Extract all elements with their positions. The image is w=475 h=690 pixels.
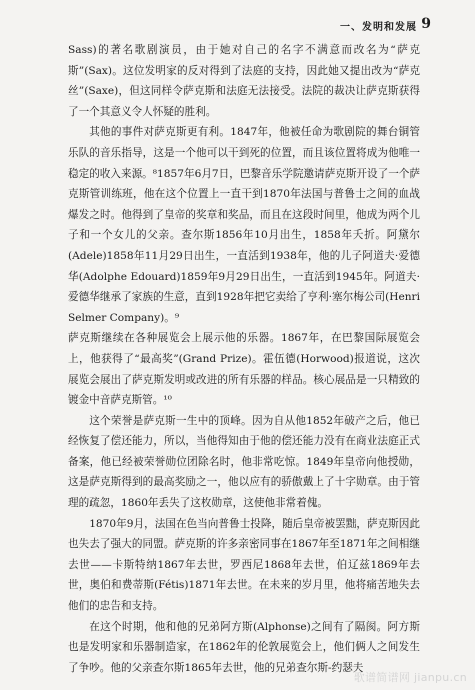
page-number: 9 <box>421 16 431 32</box>
paragraph: 其他的事件对萨克斯更有利。1847年，他被任命为歌剧院的舞台铜管乐队的音乐指导，这是一个他可以干到死的位置，而且该位置将成为他唯一稳定的收入来源。⁸1857年6月7日，巴黎音乐学院邀请萨克斯开设了一个萨克斯管训练班，他在这个位置上一直干到1870年法国与普鲁士之间的血战爆发之时。他得到了皇帝的奖章和奖品，而且在这段时间里，他成为两个儿子和一个女儿的父亲。查尔斯1856年10月出生，1858年夭折。阿黛尔(Adele)1858年11月29日出生，一直活到1938年，他的儿子阿道夫·爱德华(Adolphe Edouard)1859年9月29日出生，一直活到1945年。阿道夫·爱德华继承了家族的生意，直到1928年把它卖给了亨利·塞尔梅公司(Henri Selmer Company)。⁹ <box>68 126 420 324</box>
running-header <box>0 16 475 34</box>
site-watermark: 歌谱简谱网 jianpu.cn <box>353 671 467 684</box>
paragraph: 这个荣誉是萨克斯一生中的顶峰。因为自从他1852年破产之后，他已经恢复了偿还能力，所以，当他得知由于他的偿还能力没有在商业法庭正式备案，他已经被荣誉勋位团除名时，他非常吃惊。1849年皇帝向他授勋，这是萨克斯得到的最高奖励之一，他以应有的骄傲戴上了十字勋章。由于管理的疏忽，1860年丢失了这枚勋章，这使他非常着傀。 <box>68 414 420 510</box>
paragraph: 在这个时期，他和他的兄弟阿方斯(Alphonse)之间有了隔阂。阿方斯也是发明家和乐器制造家，在1862年的伦敦展览会上，他们俩人之间发生了争吵。他的父亲查尔斯1865年去世，他的兄弟查尔斯-约瑟夫 <box>68 620 420 674</box>
paragraph: 1870年9月，法国在色当向普鲁士投降，随后皇帝被罢黜，萨克斯因此也失去了强大的同盟。萨克斯的许多亲密同事在1867年至1871年之间相继去世——卡斯特纳1867年去世，罗西尼1868年去世，伯辽兹1869年去世，奥伯和费蒂斯(Fétis)1871年去世。在未来的岁月里，他将痛苦地失去他们的忠告和支持。 <box>68 517 420 613</box>
paragraph: Sass)的著名歌剧演员，由于她对自己的名字不满意而改名为“萨克斯”(Sax)。这位发明家的反对得到了法庭的支持，因此她又提出改为“萨克丝”(Saxe)，但这同样令萨克斯和法庭无法接受。法院的裁决让萨克斯获得了一个其意义令人怀疑的胜利。 <box>68 44 420 118</box>
paragraph: 萨克斯继续在各种展览会上展示他的乐器。1867年，在巴黎国际展览会上，他获得了“最高奖”(Grand Prize)。霍伍德(Horwood)报道说，这次展览会展出了萨克斯发明或改进的所有乐器的样品。核心展品是一只精致的镀金中音萨克斯管。¹⁰ <box>68 332 420 407</box>
section-title: 一、发明和发展 <box>340 22 417 33</box>
body-text <box>68 40 420 678</box>
